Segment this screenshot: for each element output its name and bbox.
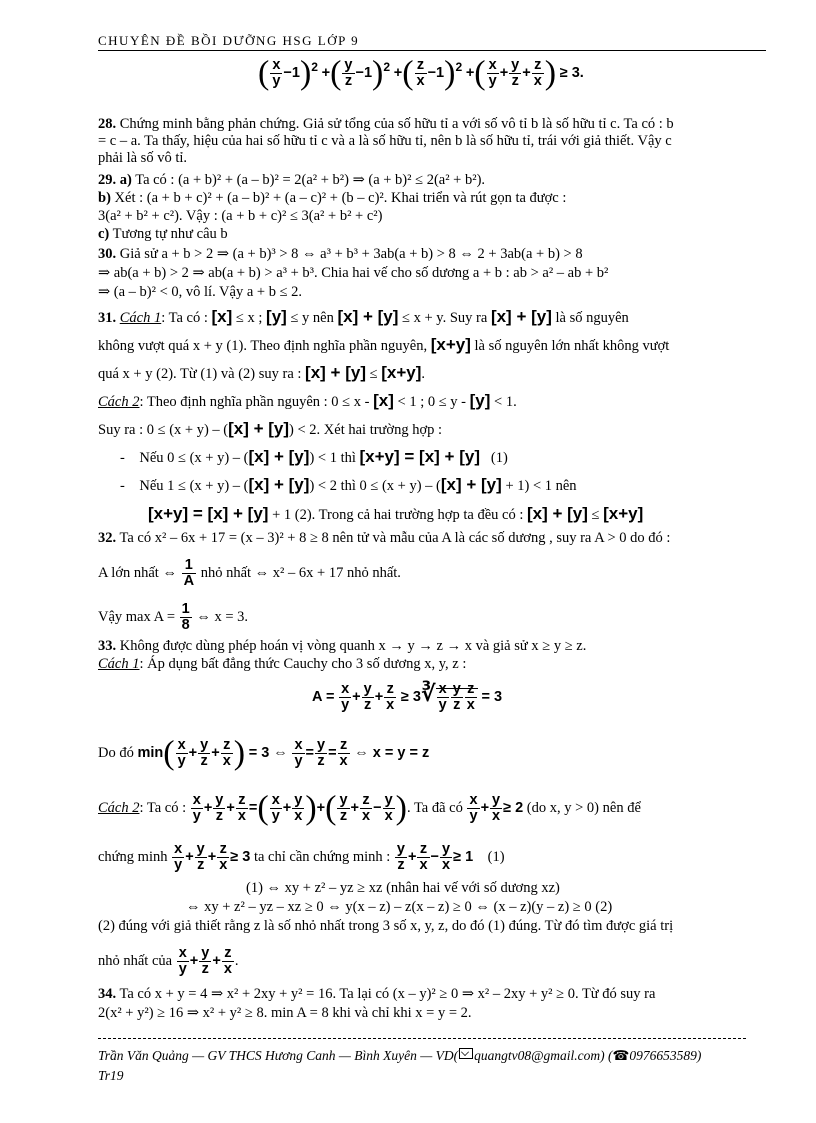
footer-email[interactable]: quangtv08@gmail.com xyxy=(474,1048,601,1063)
p33-line1: 33. Không được dùng phép hoán vị vòng quanh x → y → z → x và giả sử x ≥ y ≥ z. xyxy=(98,638,587,654)
p33-cauchy-formula: A = $\frac{x}{y}$ + $\frac{y}{z}$ + $\frac{z}{x}$ ≥ 3∛ $\frac{x}{y}$ $\frac{y}{z}$ $\frac{z}{x}$ = 3 xyxy=(312,680,503,713)
p33-cach2-line: Cách 2: Ta có : $\frac{x}{y}$ + $\frac{y}{z}$ + $\frac{z}{x}$ =( $\frac{x}{y}$ + $\frac{y}{x}$ )+( $\frac{y}{z}$ + $\frac{z}{x}$ − $\frac{y}{x}$ ). Ta đã có $\frac{x}{y}$ + $\frac{y}{x}$ ≥ 2 (do x, y > 0) nên để xyxy=(98,789,641,827)
p28-line3: phải là số vô tỉ. xyxy=(98,150,188,166)
p31-line4: Cách 2: Theo định nghĩa phần nguyên : 0 ≤ x - [x] < 1 ; 0 ≤ y - [y] < 1. xyxy=(98,391,517,410)
footer-divider xyxy=(98,1038,746,1039)
p31-line1: 31. Cách 1: Ta có : [x] ≤ x ; [y] ≤ y nên [x] + [y] ≤ x + y. Suy ra [x] + [y] là số nguyên xyxy=(98,307,629,326)
p33-line2: Cách 1: Áp dụng bất đẳng thức Cauchy cho 3 số dương x, y, z : xyxy=(98,656,467,672)
p30-line2: ⇒ ab(a + b) > 2 ⇒ ab(a + b) > a³ + b³. Chia hai vế cho số dương a + b : ab > a² – ab + b² xyxy=(98,265,609,281)
p31-line2: không vượt quá x + y (1). Theo định nghĩa phần nguyên, [x+y] là số nguyên lớn nhất không vượt xyxy=(98,335,670,354)
p28-line2: = c – a. Ta thấy, hiệu của hai số hữu tỉ c và a là số hữu tỉ, nên b là số hữu tỉ, trái với giả thiết. Vậy c xyxy=(98,133,672,149)
p33-line7: (1) ⇔ xy + z² – yz ≥ xz (nhân hai vế với số dương xz) xyxy=(246,880,560,896)
p32-line1: 32. Ta có x² – 6x + 17 = (x – 3)² + 8 ≥ 8 nên tử và mẫu của A là các số dương , suy ra A > 0 do đó : xyxy=(98,530,671,546)
p31-line3: quá x + y (2). Từ (1) và (2) suy ra : [x] + [y] ≤ [x+y]. xyxy=(98,363,425,382)
top-formula: ( $\frac{x}{y}$ −1)$^2$ +( $\frac{y}{z}$ −1)$^2$ +( $\frac{z}{x}$ −1)$^2$ +( $\frac{x}{y}$ + $\frac{y}{z}$ + $\frac{z}{x}$ ) ≥ 3. xyxy=(258,54,584,92)
p31-case2: - Nếu 1 ≤ (x + y) – ([x] + [y]) < 2 thì 0 ≤ (x + y) – ([x] + [y] + 1) < 1 nên xyxy=(120,475,577,494)
p33-line8: ⇔ xy + z² – yz – xz ≥ 0 ⇔ y(x – z) – z(x – z) ≥ 0 ⇔ (x – z)(y – z) ≥ 0 (2) xyxy=(186,899,613,915)
page-number: Tr19 xyxy=(98,1068,124,1083)
p33-chung-minh-line: chứng minh $\frac{x}{y}$ + $\frac{y}{z}$ + $\frac{z}{x}$ ≥ 3 ta chỉ cần chứng minh : $\frac{y}{z}$ + $\frac{z}{x}$ − $\frac{y}{x}$ ≥ 1 (1) xyxy=(98,841,505,873)
p29-line1: 29. a) Ta có : (a + b)² + (a – b)² = 2(a² + b²) ⇒ (a + b)² ≤ 2(a² + b²). xyxy=(98,172,486,188)
p30-line3: ⇒ (a – b)² < 0, vô lí. Vậy a + b ≤ 2. xyxy=(98,284,303,300)
p30-line1: 30. Giả sử a + b > 2 ⇒ (a + b)³ > 8 ⇔ a³ + b³ + 3ab(a + b) > 8 ⇔ 2 + 3ab(a + b) > 8 xyxy=(98,246,583,262)
p29-line4: c) Tương tự như câu b xyxy=(98,226,228,242)
p33-line10: nhỏ nhất của $\frac{x}{y}$ + $\frac{y}{z}$ + $\frac{z}{x}$ . xyxy=(98,945,239,977)
envelope-icon xyxy=(459,1048,473,1059)
p31-line8: [x+y] = [x] + [y] + 1 (2). Trong cả hai trường hợp ta đều có : [x] + [y] ≤ [x+y] xyxy=(148,504,644,523)
page-header: CHUYÊN ĐỀ BỒI DƯỠNG HSG LỚP 9 xyxy=(98,33,766,51)
p34-line2: 2(x² + y²) ≥ 16 ⇒ x² + y² ≥ 8. min A = 8 khi và chỉ khi x = y = 2. xyxy=(98,1005,472,1021)
footer-author-line: Trần Văn Quảng — GV THCS Hương Canh — Bình Xuyên — VD( quangtv08@gmail.com) (☎0976653589) xyxy=(98,1048,702,1063)
p33-min-line: Do đó min( $\frac{x}{y}$ + $\frac{y}{z}$ + $\frac{z}{x}$ ) = 3 ⇔ $\frac{x}{y}$ = $\frac{y}{z}$ = $\frac{z}{x}$ ⇔ x = y = z xyxy=(98,734,430,772)
p32-line3: Vậy max A = $\frac{1}{8}$ ⇔ x = 3. xyxy=(98,601,249,633)
p32-line2: A lớn nhất ⇔ $\frac{1}{A}$ nhỏ nhất ⇔ x² – 6x + 17 nhỏ nhất. xyxy=(98,557,401,589)
p31-line5: Suy ra : 0 ≤ (x + y) – ([x] + [y]) < 2. Xét hai trường hợp : xyxy=(98,419,443,438)
p33-line9: (2) đúng với giả thiết rằng z là số nhỏ nhất trong 3 số x, y, z, do đó (1) đúng. Từ đó tìm được giá trị xyxy=(98,918,674,934)
p28-line1: 28. Chứng minh bằng phản chứng. Giả sử tổng của số hữu tỉ a với số vô tỉ b là số hữu tỉ c. Ta có : b xyxy=(98,116,674,132)
footer-phone: 0976653589 xyxy=(629,1048,697,1063)
p29-line2: b) Xét : (a + b + c)² + (a – b)² + (a – c)² + (b – c)². Khai triển và rút gọn ta được : xyxy=(98,190,567,206)
p31-case1: - Nếu 0 ≤ (x + y) – ([x] + [y]) < 1 thì [x+y] = [x] + [y] (1) xyxy=(120,447,508,466)
p34-line1: 34. Ta có x + y = 4 ⇒ x² + 2xy + y² = 16. Ta lại có (x – y)² ≥ 0 ⇒ x² – 2xy + y² ≥ 0. Từ đó suy ra xyxy=(98,986,656,1002)
p29-line3: 3(a² + b² + c²). Vậy : (a + b + c)² ≤ 3(a² + b² + c²) xyxy=(98,208,383,224)
telephone-icon: ☎ xyxy=(612,1048,630,1063)
